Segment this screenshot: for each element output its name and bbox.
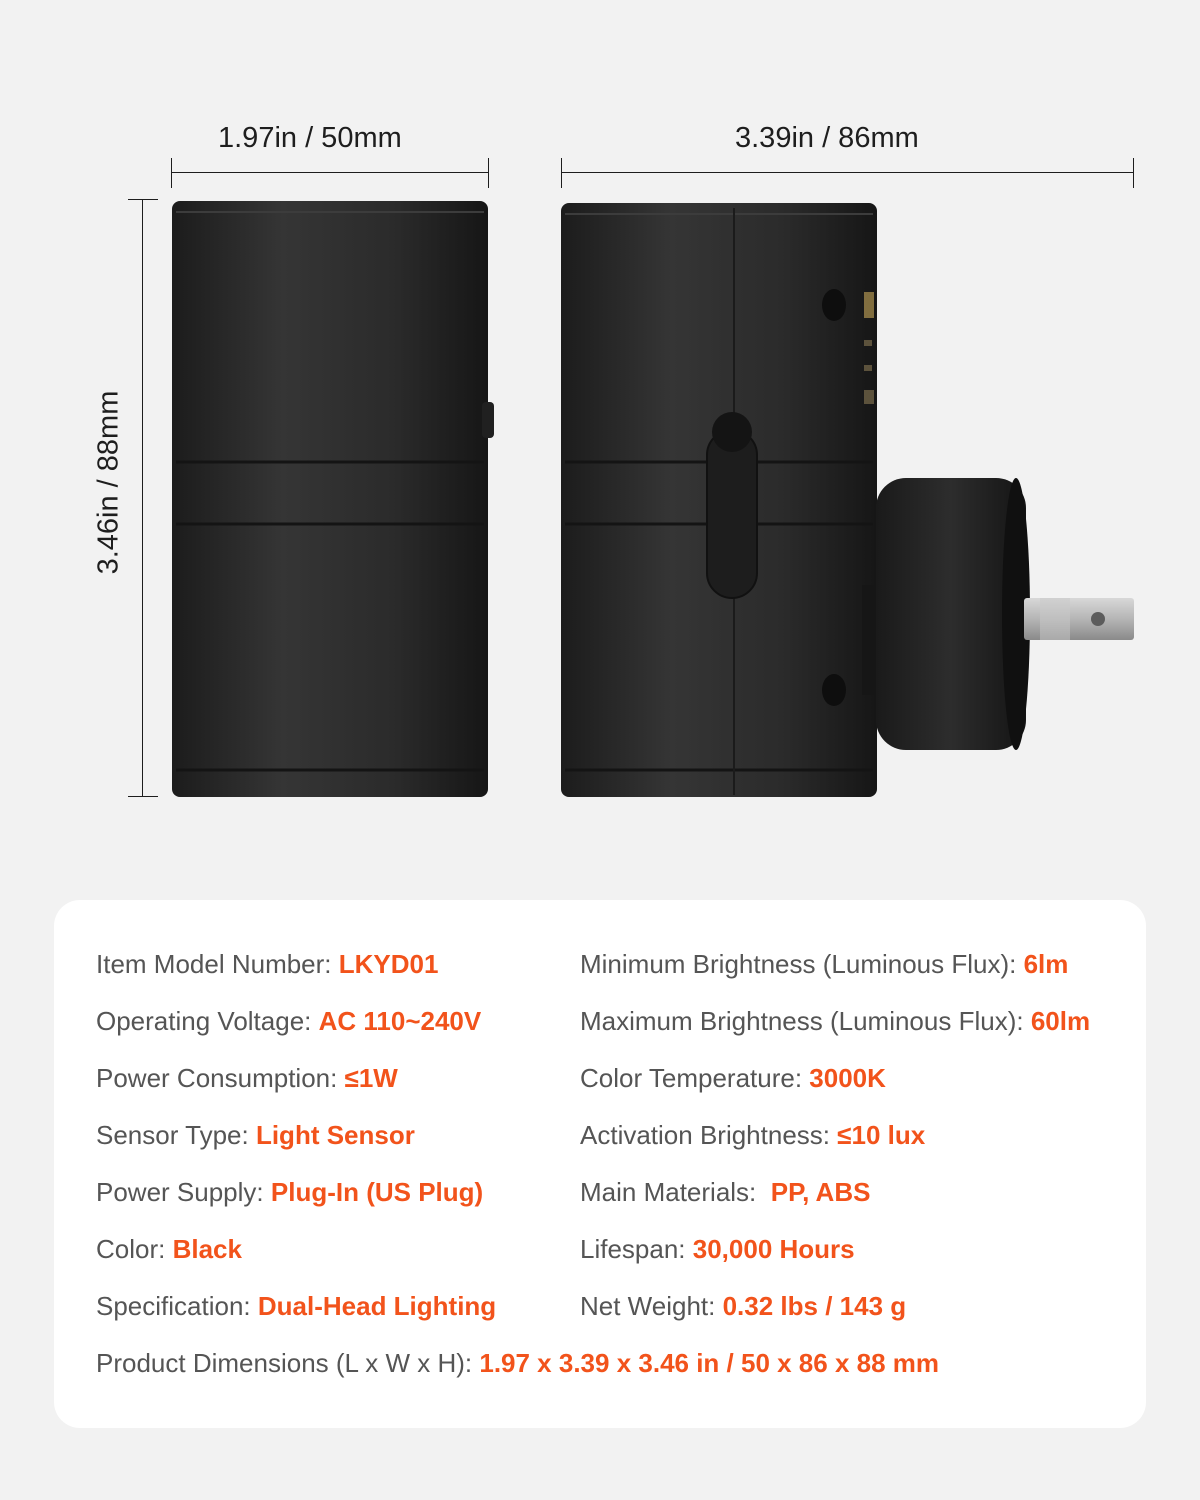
spec-color: Color: Black (96, 1234, 242, 1264)
spec-specification: Specification: Dual-Head Lighting (96, 1291, 497, 1321)
height-dimension-label: 3.46in / 88mm (92, 390, 125, 575)
spec-net-weight: Net Weight: 0.32 lbs / 143 g (580, 1291, 907, 1321)
spec-minimum-brightness: Minimum Brightness (Luminous Flux): 6lm (580, 949, 1069, 979)
spec-main-materials: Main Materials: PP, ABS (580, 1177, 871, 1207)
spec-product-dimensions: Product Dimensions (L x W x H): 1.97 x 3.39 x 3.46 in / 50 x 86 x 88 mm (96, 1348, 940, 1378)
spec-power-supply: Power Supply: Plug-In (US Plug) (96, 1177, 484, 1207)
spec-color-temperature: Color Temperature: 3000K (580, 1063, 886, 1093)
spec-activation-brightness: Activation Brightness: ≤10 lux (580, 1120, 926, 1150)
spec-power-consumption: Power Consumption: ≤1W (96, 1063, 398, 1093)
width-dimension-label: 1.97in / 50mm (218, 122, 402, 154)
lamp-front-view (172, 201, 494, 797)
spec-operating-voltage: Operating Voltage: AC 110~240V (96, 1006, 482, 1036)
spec-sensor-type: Sensor Type: Light Sensor (96, 1120, 415, 1150)
spec-maximum-brightness: Maximum Brightness (Luminous Flux): 60lm (580, 1006, 1091, 1036)
depth-dimension-label: 3.39in / 86mm (735, 122, 919, 154)
lamp-side-view (561, 203, 1134, 797)
spec-lifespan: Lifespan: 30,000 Hours (580, 1234, 855, 1264)
spec-model-number: Item Model Number: LKYD01 (96, 949, 439, 979)
